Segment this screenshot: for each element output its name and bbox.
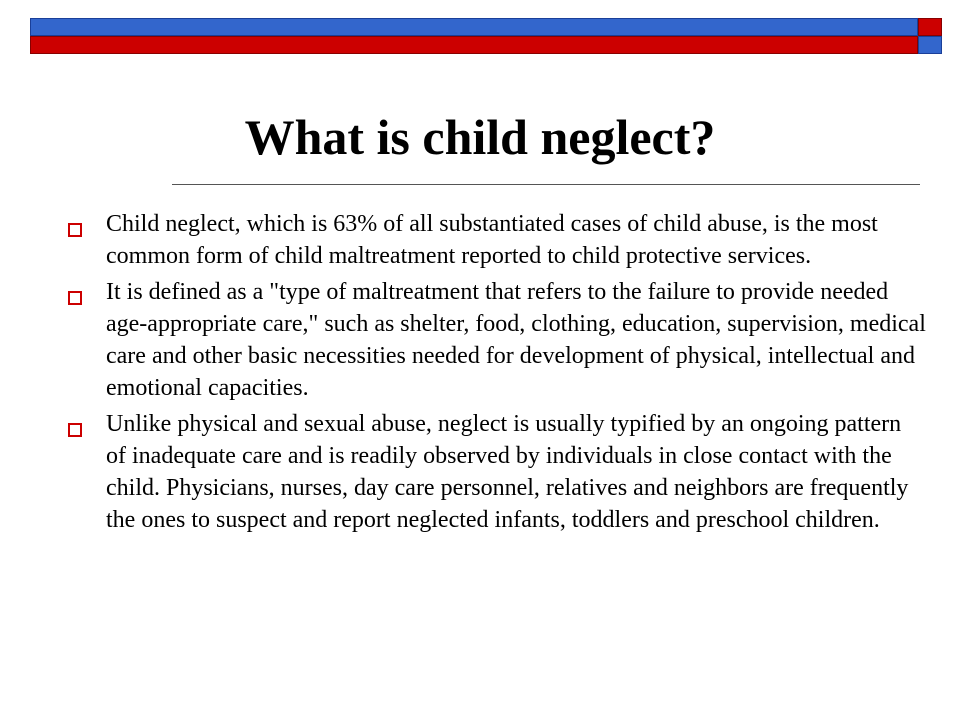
header-square-blue (918, 36, 942, 54)
header-bar-blue (30, 18, 918, 36)
bullet-list (66, 208, 926, 540)
title-underline (172, 184, 920, 185)
hollow-square-icon (68, 423, 82, 437)
bullet-item (66, 276, 926, 404)
bullet-text: It is defined as a "type of maltreatment that refers to the failure to provide needed age-appropriate care," such as shelter, food, clothing, education, supervision, medical care and other basic necessities needed for development of physical, intellectual and emotional capacities. (106, 279, 926, 401)
slide-title: What is child neglect? (244, 109, 716, 165)
hollow-square-icon (68, 291, 82, 305)
bullet-item (66, 208, 926, 272)
hollow-square-icon (68, 223, 82, 237)
bullet-text: Child neglect, which is 63% of all substantiated cases of child abuse, is the most common form of child maltreatment reported to child protective services. (106, 211, 878, 269)
header-bar-red (30, 36, 918, 54)
header-square-red (918, 18, 942, 36)
bullet-item (66, 408, 926, 536)
bullet-text: Unlike physical and sexual abuse, neglect is usually typified by an ongoing pattern of inadequate care and is readily observed by individuals in close contact with the child. Physicians, nurses, day care personnel, relatives and neighbors are frequently the ones to suspect and report neglected infants, toddlers and preschool children. (106, 411, 909, 533)
